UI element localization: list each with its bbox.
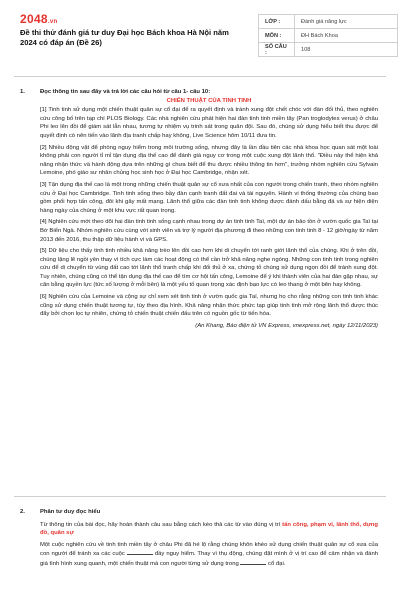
drop-blank-2[interactable] bbox=[240, 559, 266, 565]
question-instruction bbox=[40, 521, 378, 538]
site-logo[interactable]: 2048.vn bbox=[20, 12, 58, 26]
meta-row-subject bbox=[259, 29, 398, 43]
page-title: Đề thi thử đánh giá tư duy Đại học Bách khoa Hà Nội năm 2024 có đáp án (Đề 26) bbox=[20, 28, 229, 47]
passage-paragraph-6: [6] Nghiên cứu của Lemoine và cộng sự chỉ xem xét tinh tinh ở vườn quốc gia Taï, nhưng họ cho rằng những con tinh tinh khác cũng sử dụng chiến thuật tương tự, tùy theo địa hình. Khả năng nhận thức phức tạp giúp tinh tinh mở rộng lãnh thổ được thúc đẩy bởi chọn lọc tự nhiên, chứng tỏ chiến thuật chiến đấu trên có nguồn gốc từ tiến hóa. bbox=[40, 294, 378, 318]
question-number: 2. bbox=[20, 509, 25, 515]
meta-value: 108 bbox=[295, 43, 398, 57]
question-body bbox=[40, 88, 378, 330]
meta-key: LỚP : bbox=[259, 15, 295, 29]
divider bbox=[14, 76, 386, 77]
fill-in-sentence bbox=[40, 541, 378, 569]
instruction-text: Từ thông tin của bài đọc, hãy hoàn thành câu sau bằng cách kéo thả các từ vào đúng vị trí bbox=[40, 521, 281, 528]
passage-paragraph-4: [4] Nghiên cứu mới theo dõi hai đàn tinh tinh sống cạnh nhau trong dự án tinh tinh Taï, một dự án bảo tồn ở vườn quốc gia Taï tại Bờ Biển Ngà. Nhóm nghiên cứu cùng với sinh viên và trợ lý người địa phương đi theo những con tinh tinh 8 - 12 giờ/ngày từ năm 2013 đến 2016, thu thập dữ liệu hành vi và GPS. bbox=[40, 219, 378, 243]
sentence-part: Một cuộc nghiên cứu về tinh tinh miền tây ở châu Phi đã hé lộ rằng chúng khôn khéo sử dụng chiến thuật quân sự cổ xưa của con người để tránh xa các cuộc bbox=[40, 541, 378, 558]
question-number: 1. bbox=[20, 89, 25, 95]
drop-blank-1[interactable] bbox=[127, 549, 153, 555]
question-body bbox=[40, 508, 378, 572]
meta-value: Đánh giá năng lực bbox=[295, 15, 398, 29]
sentence-part: đầy nguy hiểm. Thay vì thụ động, chúng đặt mình ở vị trí cao để cảm nhận và đánh giá tình hình xung quanh, một chiến thuật mà con người từng sử dụng trong bbox=[40, 551, 378, 567]
meta-key: MÔN : bbox=[259, 29, 295, 43]
passage-paragraph-1: [1] Tinh tinh sử dụng một chiến thuật quân sự cổ đại để ra quyết định và tránh xung đột chết chóc với đàn đối thủ, theo nghiên cứu công bố trên tạp chí PLOS Biology. Các nhà nghiên cứu phát hiện hai đàn tinh tinh miền tây (Pan troglodytes verus) ở châu Phi leo lên đồi để giám sát lẫn nhau, tương tự nhiệm vụ trinh sát trong quân đội. Sau đó, chúng sử dụng hiểu biết thu được để quyết định có nên tiến vào lãnh địa tranh chấp hay không, Live Science hôm 10/11 đưa tin. bbox=[40, 107, 378, 139]
meta-row-count bbox=[259, 43, 398, 57]
question-heading: Đọc thông tin sau đây và trả lời các câu hỏi từ câu 1- câu 10: bbox=[40, 89, 211, 95]
divider bbox=[14, 496, 386, 497]
word-bank[interactable]: tấn công, phạm vi, lãnh thổ, dựng đồ, quân sự bbox=[40, 521, 379, 537]
passage-title: CHIẾN THUẬT CỦA TINH TINH bbox=[166, 97, 252, 104]
document-header bbox=[14, 10, 386, 62]
question-heading: Phân tư duy đọc hiểu bbox=[40, 509, 101, 515]
meta-value: ĐH Bách Khoa bbox=[295, 29, 398, 43]
passage-paragraph-2: [2] Nhiều động vật để phòng nguy hiểm trong môi trường sống, nhưng đây là lần đầu tiên các nhà khoa học quan sát một loài không phải con người tỉ mỉ tận dụng địa thế cao để đánh giá nguy cơ trong một cuộc xung đột lãnh thổ. "Điều này thể hiện khả năng nhận thức và hành động dựa trên những gì chưa biết để thu được nhiều thông tin hơn", trưởng nhóm nghiên cứu Sylvain Lemoine, phó giáo sư nhân chủng học sinh học ở Đại học Cambridge, nhận xét. bbox=[40, 144, 378, 177]
passage-paragraph-3: [3] Tận dụng địa thế cao là một trong những chiến thuật quân sự cổ xưa nhất của con người trong chiến tranh, theo nhóm nghiên cứu ở Đại học Cambridge. Tinh tinh sống theo bầy đàn cạnh tranh đất đai và tài nguyên. Hành vi thống thường của chúng bao gồm phối hợp tấn công, đôi khi gây mất mạng. Lãnh thổ giữa các đàn tinh tinh không được đánh dấu bằng đá và sự hiện diện hàng ngày của chúng ở một khu vực rất quan trọng. bbox=[40, 181, 378, 214]
passage-paragraph-5: [5] Dữ liệu cho thấy tinh tinh nhiều khả năng trèo lên đồi cao hơn khi di chuyển tới ranh giới lãnh thổ của chúng. Khi ở trên đồi, chúng lặng lẽ ngồi yên thay vì tích cực làm các hoạt động có thể cần trở khả năng nghe ngóng. Những con tinh tinh trong nghiên cứu để di chuyển từ vùng đất cao tới lãnh thổ tranh chấp khi đối thủ ở xa, chứng tỏ chúng sử dụng ngọn đồi để tránh xung đột. Tuy nhiên, chúng cũng có thể tận dụng địa thế cao để tìm cơ hội tấn công, Lemoine để ý khi thành viên của hai đàn gặp nhau, sự cân bằng quyền lực (tức số lượng ở mỗi bên) là một yếu tố quan trọng xác định bạo lực có leo thang ở một bên hay không. bbox=[40, 248, 378, 289]
sentence-part: cổ đại. bbox=[268, 560, 286, 567]
passage-source: (An Khang, Báo điện tử VN Express, vnexpress.net, ngày 12/11/2023) bbox=[195, 322, 378, 329]
meta-row-class bbox=[259, 15, 398, 29]
meta-key: SỐ CÂU : bbox=[259, 43, 295, 57]
exam-meta-table bbox=[258, 14, 398, 57]
